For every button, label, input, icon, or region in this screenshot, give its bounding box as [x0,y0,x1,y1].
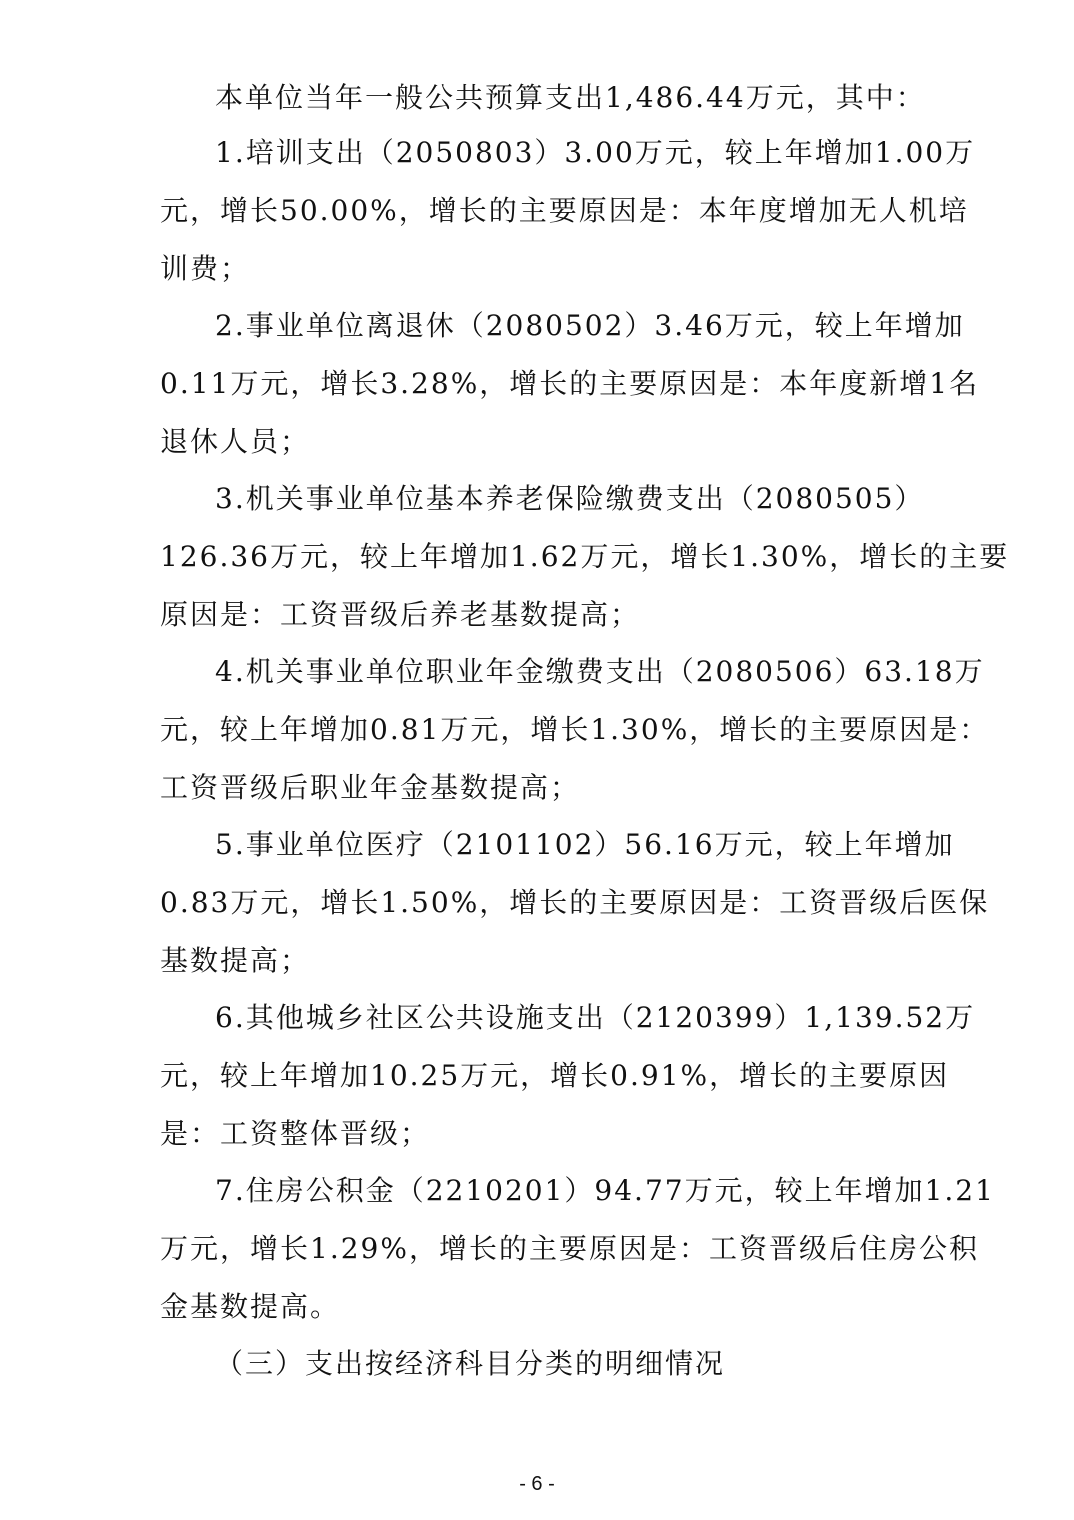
item-7-line-2: 万元，增长1.29%，增长的主要原因是：工资晋级后住房公积 [160,1232,979,1265]
item-7-line-1 [215,1169,1074,1213]
item-2-line-2: 0.11万元，增长3.28%，增长的主要原因是：本年度新增1名 [160,367,980,400]
section-heading: （三）支出按经济科目分类的明细情况 [215,1347,726,1380]
item-1-line-2: 元，增长50.00%，增长的主要原因是：本年度增加无人机培 [160,194,969,227]
item-1-text-1: 培训支出（2050803）3.00万元，较上年增加1.00万 [245,136,976,169]
item-5-number: 5. [215,828,246,861]
item-2-number: 2. [215,309,246,342]
item-2-line-3: 退休人员； [160,425,311,458]
item-6-line-3: 是：工资整体晋级； [160,1117,431,1150]
item-5-line-3: 基数提高； [160,944,311,977]
item-2-line-1 [215,304,1074,348]
item-4-number: 4. [215,655,246,688]
item-1-line-3: 训费； [160,252,251,285]
item-7-line-3: 金基数提高。 [160,1290,341,1323]
item-6-line-1 [215,996,1074,1040]
item-5-line-1 [215,823,1074,867]
item-2-text-1: 事业单位离退休（2080502）3.46万元，较上年增加 [245,309,965,342]
item-3-number: 3. [215,482,246,515]
item-4-line-2: 元，较上年增加0.81万元，增长1.30%，增长的主要原因是： [160,713,990,746]
item-4-text-1: 机关事业单位职业年金缴费支出（2080506）63.18万 [245,655,985,688]
item-3-line-1 [215,477,1074,521]
item-4-line-1 [215,650,1074,694]
intro-paragraph: 本单位当年一般公共预算支出1,486.44万元，其中： [215,81,926,114]
item-6-number: 6. [215,1001,246,1034]
item-4-line-3: 工资晋级后职业年金基数提高； [160,771,581,804]
item-5-line-2: 0.83万元，增长1.50%，增长的主要原因是：工资晋级后医保 [160,886,990,919]
item-6-line-2: 元，较上年增加10.25万元，增长0.91%，增长的主要原因 [160,1059,950,1092]
item-7-text-1: 住房公积金（2210201）94.77万元，较上年增加1.21 [245,1174,995,1207]
item-3-text-1: 机关事业单位基本养老保险缴费支出（2080505） [245,482,925,515]
page-number: - 6 - [519,1473,555,1495]
item-6-text-1: 其他城乡社区公共设施支出（2120399）1,139.52万 [245,1001,976,1034]
item-1-line-1 [215,131,1074,175]
item-7-number: 7. [215,1174,246,1207]
item-5-text-1: 事业单位医疗（2101102）56.16万元，较上年增加 [245,828,955,861]
item-3-line-2: 126.36万元，较上年增加1.62万元，增长1.30%，增长的主要 [160,540,1010,573]
item-3-line-3: 原因是：工资晋级后养老基数提高； [160,598,641,631]
item-1-number: 1. [215,136,246,169]
